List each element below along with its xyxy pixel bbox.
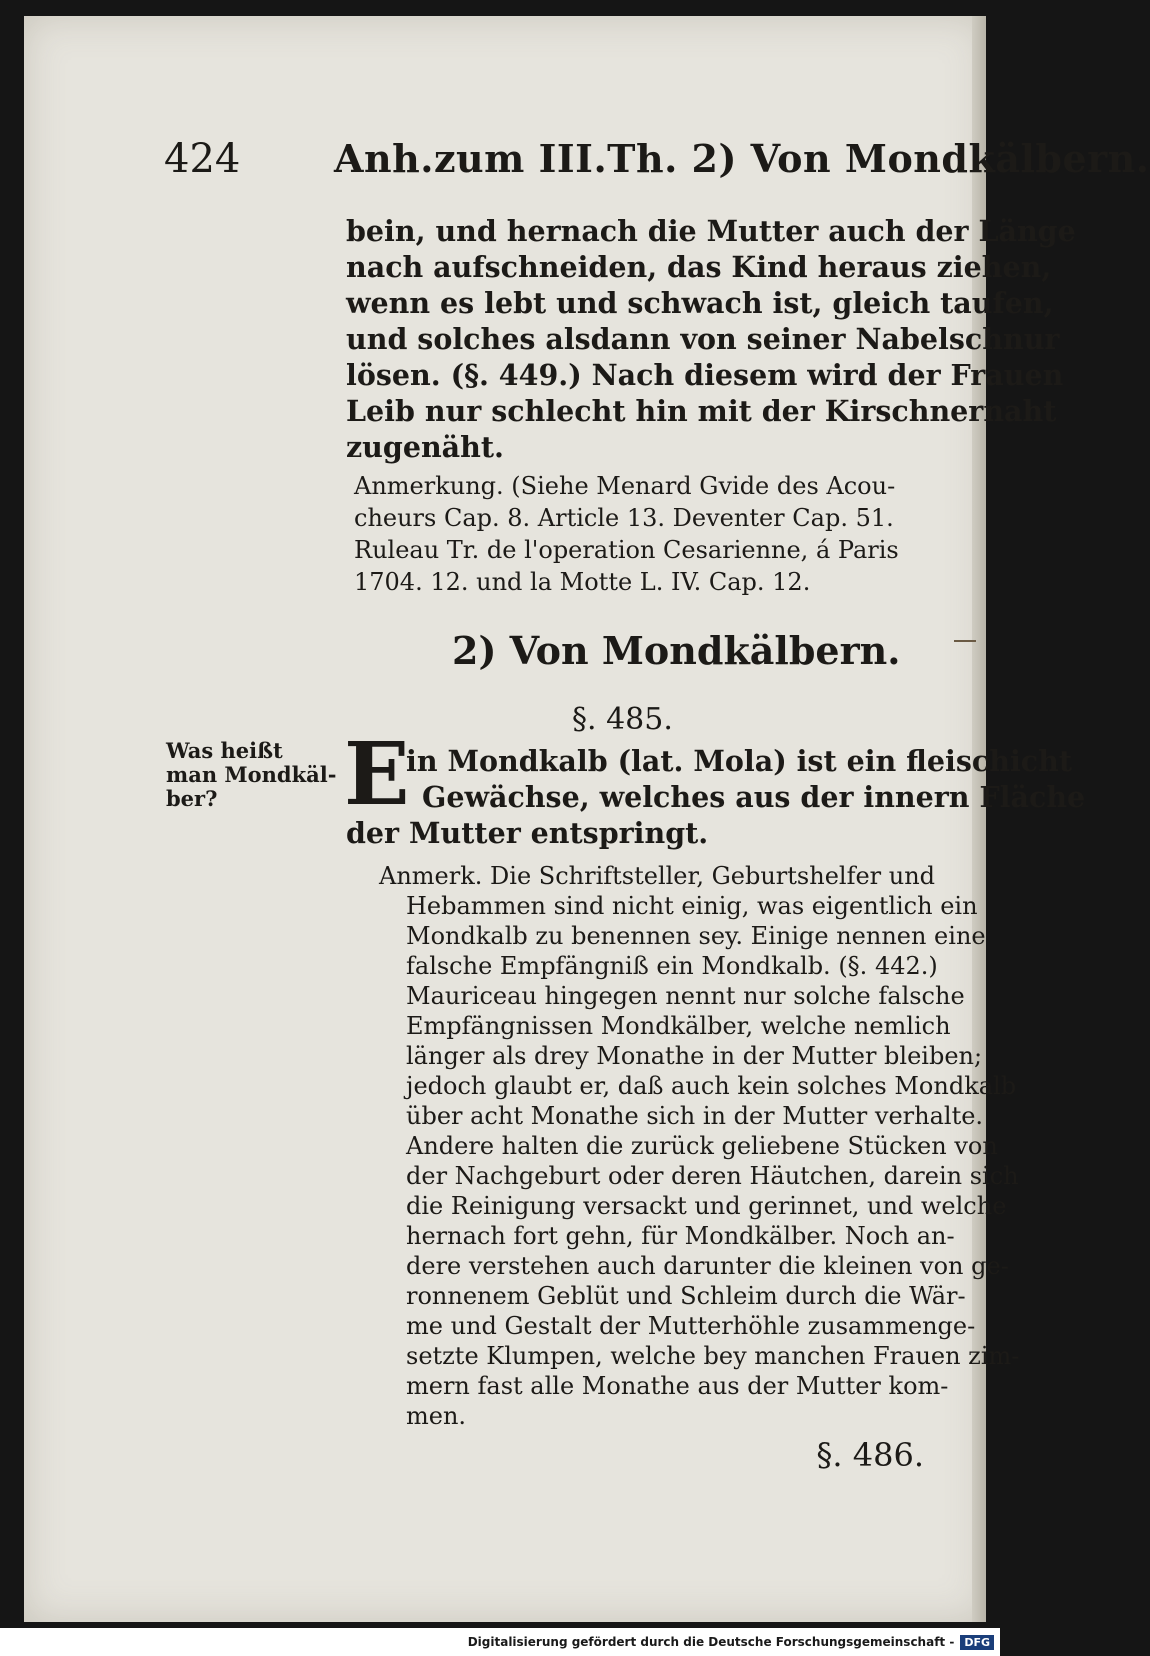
remark-line: über acht Monathe sich in der Mutter verhalte. [406, 1102, 984, 1130]
remark-line: die Reinigung versackt und gerinnet, und welche [406, 1192, 1007, 1220]
remark-line: hernach fort gehn, für Mondkälber. Noch an- [406, 1222, 955, 1250]
note-line: Ruleau Tr. de l'operation Cesarienne, á Paris [354, 536, 899, 564]
note-line: 1704. 12. und la Motte L. IV. Cap. 12. [354, 568, 811, 596]
remark-line: der Nachgeburt oder deren Häutchen, darein sich [406, 1162, 1019, 1190]
footer-bar [0, 1628, 1000, 1656]
running-head: Anh.zum III.Th. 2) Von Mondkälbern. [334, 136, 1150, 181]
body-line: zugenäht. [346, 430, 504, 464]
remark-line: ronnenem Geblüt und Schleim durch die Wär- [406, 1282, 966, 1310]
page-number: 424 [164, 136, 241, 182]
body-line: bein, und hernach die Mutter auch der Länge [346, 214, 1076, 248]
remark-line: me und Gestalt der Mutterhöhle zusammenge- [406, 1312, 976, 1340]
dfg-logo: DFG [960, 1635, 994, 1650]
section-number: §. 485. [572, 702, 673, 737]
remark-line: Anmerk. Die Schriftsteller, Geburtshelfer und [379, 862, 936, 890]
margin-note-line: ber? [166, 786, 218, 811]
remark-line: länger als drey Monathe in der Mutter bleiben; [406, 1042, 983, 1070]
body-line: und solches alsdann von seiner Nabelschnur [346, 322, 1060, 356]
remark-line: Hebammen sind nicht einig, was eigentlich ein [406, 892, 978, 920]
scanned-page [24, 16, 1150, 1622]
next-section-number: §. 486. [816, 1436, 924, 1474]
remark-line: Empfängnissen Mondkälber, welche nemlich [406, 1012, 951, 1040]
remark-line: jedoch glaubt er, daß auch kein solches Mondkalb [406, 1072, 1017, 1100]
body-line: nach aufschneiden, das Kind heraus ziehen, [346, 250, 1052, 284]
margin-note-line: Was heißt [166, 738, 283, 763]
remark-line: mern fast alle Monathe aus der Mutter kom- [406, 1372, 949, 1400]
paragraph-line: in Mondkalb (lat. Mola) ist ein fleischicht [406, 744, 1073, 778]
remark-line: falsche Empfängniß ein Mondkalb. (§. 442.) [406, 952, 938, 980]
note-line: cheurs Cap. 8. Article 13. Deventer Cap. 51. [354, 504, 894, 532]
note-line: Anmerkung. (Siehe Menard Gvide des Acou- [354, 472, 896, 500]
margin-tick [954, 640, 976, 642]
remark-line: Andere halten die zurück geliebene Stücken von [406, 1132, 998, 1160]
body-line: Leib nur schlecht hin mit der Kirschnernaht [346, 394, 1057, 428]
margin-note-line: man Mondkäl- [166, 762, 337, 787]
body-line: wenn es lebt und schwach ist, gleich taufen, [346, 286, 1054, 320]
body-line: lösen. (§. 449.) Nach diesem wird der Frauen [346, 358, 1064, 392]
remark-line: setzte Klumpen, welche bey manchen Frauen zim- [406, 1342, 1020, 1370]
drop-cap: E [344, 724, 410, 825]
section-title: 2) Von Mondkälbern. [452, 628, 901, 673]
paragraph-line: der Mutter entspringt. [346, 816, 709, 850]
remark-line: men. [406, 1402, 467, 1430]
remark-line: dere verstehen auch darunter die kleinen von ge- [406, 1252, 1009, 1280]
footer-credit: Digitalisierung gefördert durch die Deutsche Forschungsgemeinschaft - [467, 1635, 955, 1649]
paragraph-line: Gewächse, welches aus der innern Fläche [422, 780, 1086, 814]
remark-line: Mauriceau hingegen nennt nur solche falsche [406, 982, 965, 1010]
remark-line: Mondkalb zu benennen sey. Einige nennen eine [406, 922, 986, 950]
